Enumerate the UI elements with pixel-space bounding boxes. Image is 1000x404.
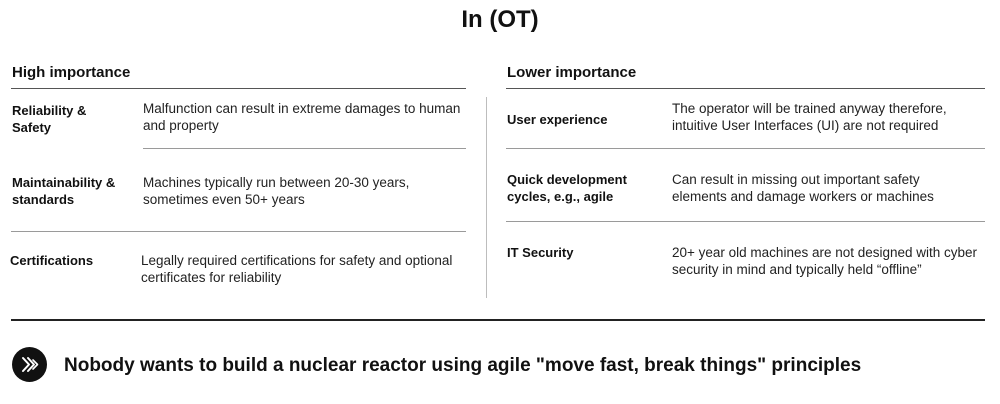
- high-row-label: Certifications: [10, 253, 94, 268]
- high-row-description: Malfunction can result in extreme damages to human and property: [143, 101, 461, 133]
- high-row-description: Machines typically run between 20-30 years, sometimes even 50+ years: [143, 175, 410, 207]
- high-row-label: Maintainability & standards: [12, 175, 116, 207]
- low-row-description: The operator will be trained anyway therefore, intuitive User Interfaces (UI) are not required: [672, 101, 947, 133]
- high-importance-divider: [11, 88, 466, 89]
- high-importance-heading: High importance: [12, 64, 131, 81]
- double-chevron-right-icon: [12, 347, 47, 382]
- row-divider: [506, 221, 985, 222]
- low-row-description: 20+ year old machines are not designed with cyber security in mind and typically held “offline”: [672, 245, 978, 277]
- row-divider: [506, 148, 985, 149]
- lower-importance-divider: [506, 88, 985, 89]
- low-row-label: IT Security: [507, 245, 574, 260]
- page-title: In (OT): [461, 6, 539, 33]
- low-row-description: Can result in missing out important safety elements and damage workers or machines: [672, 172, 934, 204]
- low-row-label: User experience: [507, 112, 608, 127]
- footer-statement: Nobody wants to build a nuclear reactor using agile "move fast, break things" principles: [64, 355, 862, 376]
- footer-divider: [11, 319, 985, 321]
- row-divider: [11, 231, 466, 232]
- high-row-description: Legally required certifications for safety and optional certificates for reliability: [141, 253, 453, 285]
- row-divider: [143, 148, 466, 149]
- lower-importance-heading: Lower importance: [507, 64, 637, 81]
- low-row-label: Quick development cycles, e.g., agile: [507, 172, 627, 204]
- column-separator: [486, 97, 487, 298]
- high-row-label: Reliability & Safety: [12, 103, 87, 135]
